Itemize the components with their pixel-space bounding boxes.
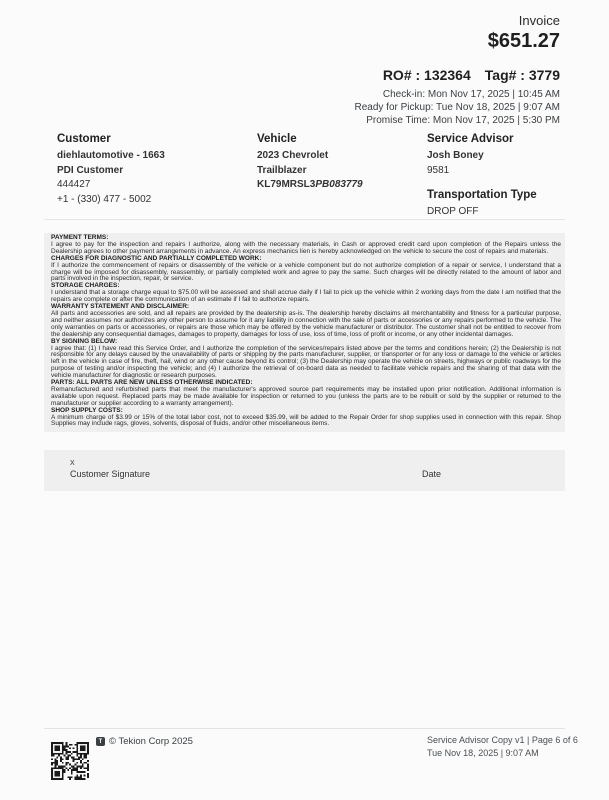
terms-section-shop-supply: SHOP SUPPLY COSTS: A minimum charge of $3.99 or 15% of the total labor cost, not to exceed $35.99, will be added to the Repair Order for shop supplies used in connection with this repair. Shop Supplies may include rags, gloves, solvents, disposal of fluids, and/or other miscellaneous items. [51,406,561,428]
terms-and-conditions [44,233,565,432]
vehicle-section [257,132,417,195]
vehicle-vin: KL79MRSL3PB083779 [257,179,363,190]
terms-section-diagnostic-charges: CHARGES FOR DIAGNOSTIC AND PARTIALLY COMPLETED WORK: If I authorize the commencement of repairs or disassembly of the vehicle or a vehicle component but do not authorize completion of a repair or service, I understand that a charge will be imposed for disassembly, reassembly, or partially completed work and agree to pay the same. Such charges will be directly related to the amount of labor and parts involved in the inspection, repair, or service. [51,254,561,283]
customer-name: diehlautomotive - 1663 [57,150,165,161]
service-advisor-id: 9581 [427,164,450,176]
tag-number: Tag# : 3779 [484,67,560,83]
terms-section-by-signing-below: BY SIGNING BELOW: I agree that: (1) I have read this Service Order, and I authorize the completion of the services/repairs listed above per the terms and conditions herein; (2) the Dealership is not responsible for any delays caused by the unavailability of parts or shipping by the parts manufacturer, supplier, or transporter or for any loss or damage to the vehicle or articles left in the vehicle in case of fire, theft, hail, wind or any other cause beyond its control; (3) the Dealership may operate the vehicle on streets, highways or public roadways for the purpose of testing and/or inspecting the vehicle; and (4) I authorize the retrieval of on-board data as needed to facilitate vehicle repairs and the sharing of that data with the vehicle manufacturer for diagnostic or research purposes. [51,337,561,380]
customer-heading: Customer [57,133,111,145]
qr-code-icon [51,742,89,780]
customer-signature-label: Customer Signature [70,469,151,479]
terms-section-parts: PARTS: ALL PARTS ARE NEW UNLESS OTHERWISE INDICATED: Remanufactured and refurbished parts that meet the manufacturer's approved source part requirements may be installed upon prior notification. Additional information is available upon request. Replaced parts may be made available for inspection or returned to you (unless the parts are to be rebuilt or sold by the supplier or returned to the manufacturer or supplier according to a warranty arrangement). [51,379,561,407]
transportation-type-value: DROP OFF [427,205,479,217]
document-type-label: Invoice [518,13,560,28]
signature-x-mark: X [70,460,75,467]
copyright-text: © Tekion Corp 2025 [109,736,193,747]
copy-version-page: Service Advisor Copy v1 | Page 6 of 6 [427,735,578,745]
tekion-logo-icon: T [96,737,105,746]
checkin-time: Check-in: Mon Nov 17, 2025 | 10:45 AM [382,89,560,100]
terms-section-payment: PAYMENT TERMS: I agree to pay for the inspection and repairs I authorize, along with the necessary materials, in Cash or approved credit card upon completion of the Repairs unless the Dealership agrees to other payment arrangements in advance. An express mechanics lien is hereby acknowledged on the vehicle to secure the cost of repairs and materials. [51,234,561,255]
vehicle-heading: Vehicle [257,133,297,145]
footer-copyright [96,736,193,747]
footer-divider [44,728,565,729]
date-label: Date [422,469,442,479]
terms-section-warranty: WARRANTY STATEMENT AND DISCLAIMER: All parts and accessories are sold, and all repairs are provided by the dealership as-is. The dealership hereby disclaims all merchantability and fitness for a particular purpose, and neither assumes nor authorizes any other person to assume for it any liability in connection with the sale of parts or accessories or any repairs performed to the vehicle. The only warranties on parts or accessories, or repairs are those which may be offered by the vehicle manufacturer or distributor. The customer shall not be entitled to recover from the dealership any consequential damages, damages to property, damages for loss of use, loss of time, loss of profit or income, or any other incidental damages. [51,303,561,338]
service-advisor-heading: Service Advisor [427,133,514,145]
service-advisor-name: Josh Boney [427,150,484,161]
service-advisor-section [427,132,577,222]
vehicle-model: Trailblazer [257,164,307,176]
terms-section-storage-charges: STORAGE CHARGES: I understand that a storage charge equal to $75.00 will be assessed and shall accrue daily if I fail to pick up the vehicle within 2 working days from the date I am notified that the repairs are complete or after the communication of an estimate if I fail to authorize repairs. [51,282,561,304]
ro-tag-line [355,67,561,84]
ro-number: RO# : 132364 [382,67,471,83]
invoice-header [355,12,561,127]
customer-type: PDI Customer [57,164,124,176]
customer-section [57,132,247,210]
ready-for-pickup-time: Ready for Pickup: Tue Nov 18, 2025 | 9:07 AM [354,102,560,113]
customer-phone: +1 - (330) 477 - 5002 [57,194,152,205]
customer-number: 444427 [57,179,91,190]
terms-top-divider [44,219,565,220]
footer-page-info [427,734,578,760]
print-timestamp: Tue Nov 18, 2025 | 9:07 AM [427,748,539,758]
transportation-type-heading: Transportation Type [427,188,537,201]
promise-time: Promise Time: Mon Nov 17, 2025 | 5:30 PM [366,115,560,126]
vehicle-year-make: 2023 Chevrolet [257,150,329,161]
invoice-total: $651.27 [487,30,560,52]
signature-area [44,450,565,491]
